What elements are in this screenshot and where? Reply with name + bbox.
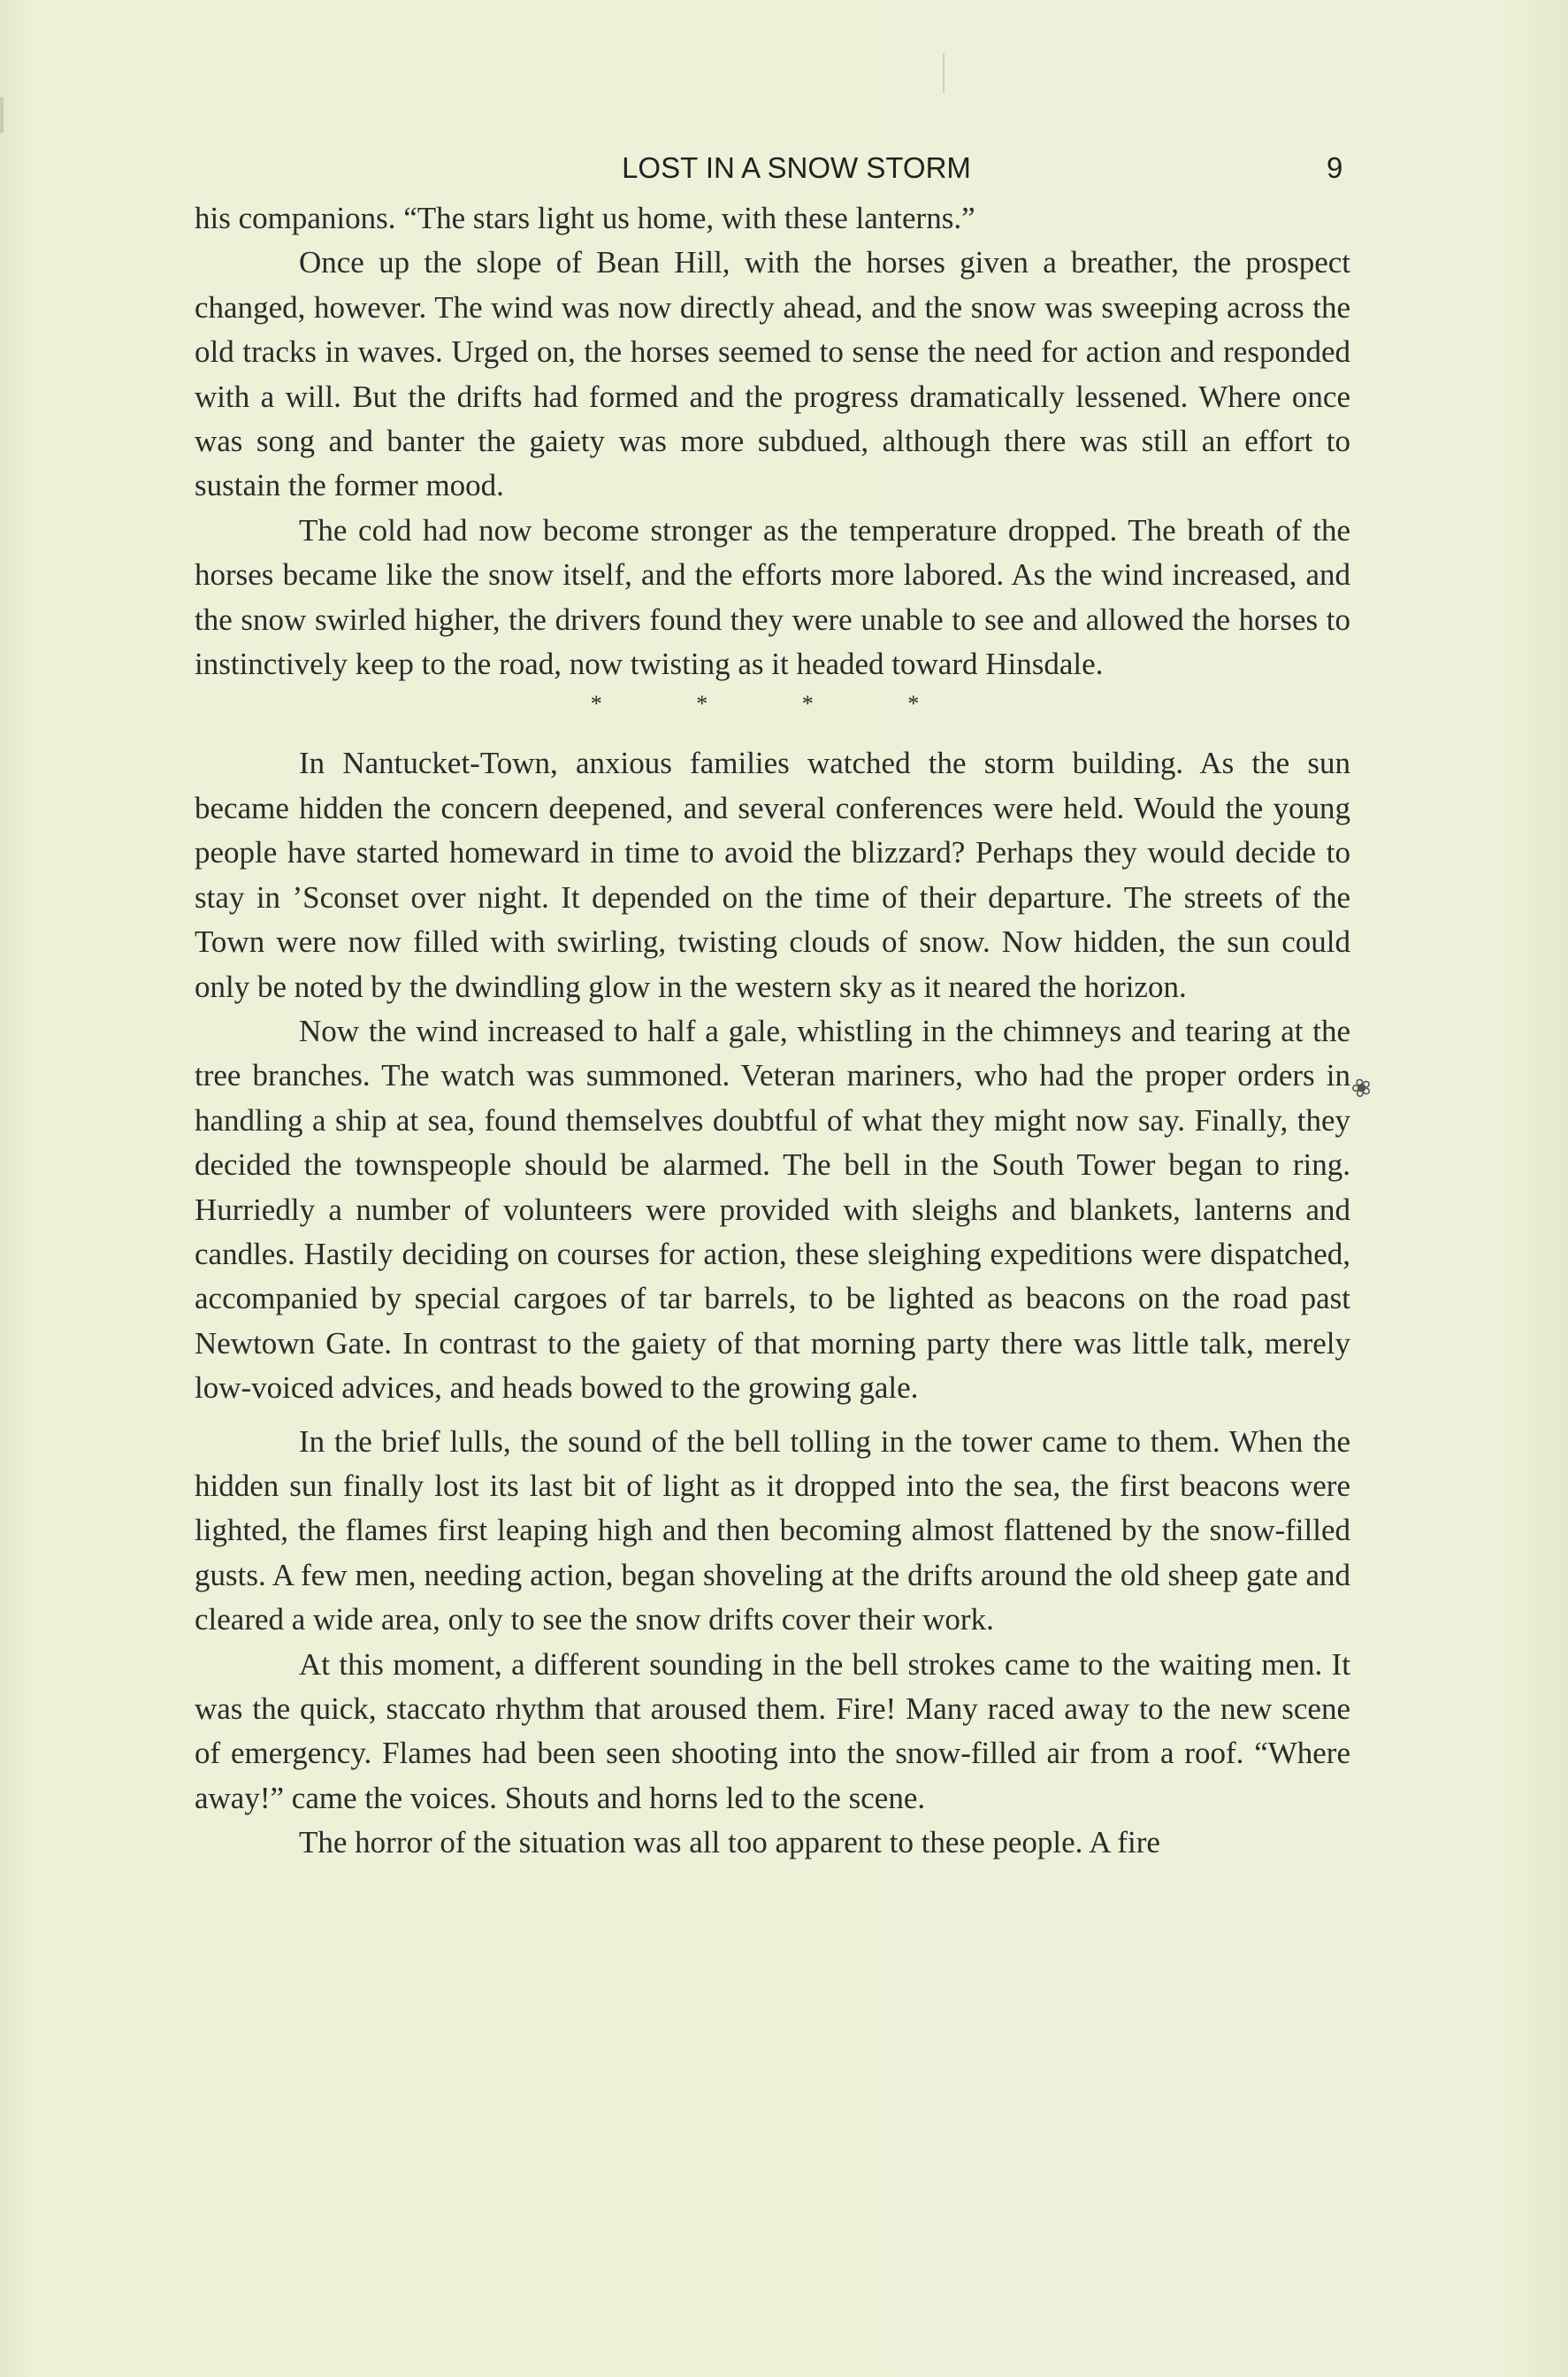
page-header [0, 151, 1568, 196]
paragraph: The horror of the situation was all too apparent to these people. A fire [299, 1825, 1160, 1860]
paper-crease-mark [943, 53, 945, 93]
paragraph-continuation: his companions. “The stars light us home, with these lanterns.” [195, 201, 975, 235]
page-edge-mark [0, 97, 4, 133]
section-break: * * * * [590, 691, 920, 717]
paragraph: In Nantucket-Town, anxious families watched the storm building. As the sun became hidden the concern deepened, and several conferences were held. Would the young people have started homeward in time to avoid the blizzard? Perhaps they would decide to stay in ’Sconset over night. It depended on the time of their departure. The streets of the Town were now filled with swirling, twisting clouds of snow. Now hidden, the sun could only be noted by the dwindling glow in the western sky as it neared the horizon. [195, 746, 1350, 1004]
running-title: LOST IN A SNOW STORM [622, 151, 971, 184]
paragraph: At this moment, a different sounding in the bell strokes came to the waiting men. It was the quick, staccato rhythm that aroused them. Fire! Many raced away to the new scene of emergency. Flames had been seen shooting into the snow-filled air from a roof. “Where away!” came the voices. Shouts and horns led to the scene. [195, 1646, 1350, 1815]
paragraph: Once up the slope of Bean Hill, with the horses given a breather, the prospect changed, however. The wind was now directly ahead, and the snow was sweeping across the old tracks in waves. Urged on, the horses seemed to sense the need for action and responded with a will. But the drifts had formed and the progress dramatically lessened. Where once was song and banter the gaiety was more subdued, although there was still an effort to sustain the former mood. [195, 245, 1350, 503]
paragraph: In the brief lulls, the sound of the bell tolling in the tower came to them. When the hidden sun finally lost its last bit of light as it dropped into the sea, the first beacons were lighted, the flames first leaping high and then becoming almost flattened by the snow-filled gusts. A few men, needing action, began shoveling at the drifts around the old sheep gate and cleared a wide area, only to see the snow drifts cover their work. [195, 1423, 1350, 1637]
paragraph: The cold had now become stronger as the temperature dropped. The breath of the horses became like the snow itself, and the efforts more labored. As the wind increased, and the snow swirled higher, the drivers found they were unable to see and allowed the horses to instinctively keep to the road, now twisting as it headed toward Hinsdale. [195, 512, 1350, 682]
paragraph: Now the wind increased to half a gale, whistling in the chimneys and tearing at the tree branches. The watch was summoned. Veteran mariners, who had the proper orders in handling a ship at sea, found themselves doubtful of what they might now say. Finally, they decided the townspeople should be alarmed. The bell in the South Tower began to ring. Hurriedly a number of volunteers were provided with sleighs and blankets, lanterns and candles. Hastily deciding on courses for action, these sleighing expeditions were dispatched, accompanied by special cargoes of tar barrels, to be lighted as beacons on the road past Newtown Gate. In contrast to the gaiety of that morning party there was little talk, merely low-voiced advices, and heads bowed to the growing gale. [195, 1013, 1350, 1406]
page-number: 9 [1327, 151, 1343, 184]
body-text [195, 196, 1350, 1866]
ink-blot-mark: ❀ [1347, 1071, 1377, 1106]
